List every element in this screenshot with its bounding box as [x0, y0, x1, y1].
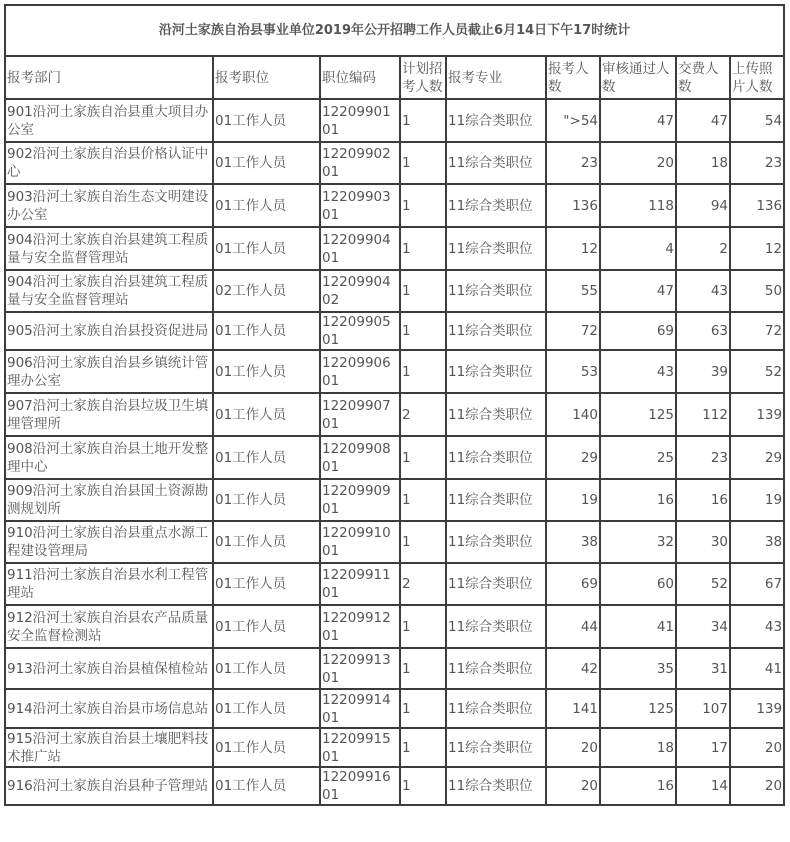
photo-count-cell: 23	[730, 142, 784, 184]
position-cell: 01工作人员	[213, 312, 320, 350]
position-cell: 01工作人员	[213, 436, 320, 479]
photo-count-cell: 72	[730, 312, 784, 350]
position-cell: 01工作人员	[213, 99, 320, 142]
photo-count-cell: 38	[730, 521, 784, 563]
table-row	[5, 350, 784, 393]
paid-count-cell: 17	[676, 728, 730, 767]
paid-count-cell: 16	[676, 479, 730, 521]
table-row	[5, 605, 784, 648]
table-row	[5, 728, 784, 767]
title-row	[5, 5, 784, 56]
applied-count-cell: ">54	[546, 99, 600, 142]
photo-count-cell: 52	[730, 350, 784, 393]
table-row	[5, 393, 784, 436]
plan-cell: 1	[400, 142, 446, 184]
applied-count-cell: 136	[546, 184, 600, 227]
approved-count-cell: 20	[600, 142, 676, 184]
col-header-paid: 交费人数	[676, 56, 730, 99]
table-row	[5, 227, 784, 270]
approved-count-cell: 25	[600, 436, 676, 479]
photo-count-cell: 19	[730, 479, 784, 521]
major-cell: 11综合类职位	[446, 728, 546, 767]
photo-count-cell: 43	[730, 605, 784, 648]
table-row	[5, 184, 784, 227]
position-cell: 01工作人员	[213, 393, 320, 436]
table-row	[5, 689, 784, 728]
position-cell: 01工作人员	[213, 648, 320, 689]
major-cell: 11综合类职位	[446, 605, 546, 648]
major-cell: 11综合类职位	[446, 521, 546, 563]
position-cell: 01工作人员	[213, 728, 320, 767]
approved-count-cell: 41	[600, 605, 676, 648]
photo-count-cell: 20	[730, 728, 784, 767]
approved-count-cell: 32	[600, 521, 676, 563]
paid-count-cell: 34	[676, 605, 730, 648]
photo-count-cell: 67	[730, 563, 784, 605]
approved-count-cell: 125	[600, 689, 676, 728]
code-cell: 1220991501	[320, 728, 400, 767]
plan-cell: 1	[400, 648, 446, 689]
plan-cell: 1	[400, 689, 446, 728]
code-cell: 1220991301	[320, 648, 400, 689]
approved-count-cell: 43	[600, 350, 676, 393]
photo-count-cell: 20	[730, 767, 784, 805]
table-row	[5, 142, 784, 184]
code-cell: 1220990401	[320, 227, 400, 270]
dept-cell: 901沿河土家族自治县重大项目办公室	[5, 99, 213, 142]
dept-cell: 915沿河土家族自治县土壤肥料技术推广站	[5, 728, 213, 767]
col-header-plan: 计划招考人数	[400, 56, 446, 99]
photo-count-cell: 12	[730, 227, 784, 270]
photo-count-cell: 50	[730, 270, 784, 312]
plan-cell: 1	[400, 436, 446, 479]
table-row	[5, 270, 784, 312]
table-row	[5, 521, 784, 563]
applied-count-cell: 29	[546, 436, 600, 479]
dept-cell: 914沿河土家族自治县市场信息站	[5, 689, 213, 728]
paid-count-cell: 14	[676, 767, 730, 805]
approved-count-cell: 4	[600, 227, 676, 270]
applied-count-cell: 72	[546, 312, 600, 350]
applied-count-cell: 12	[546, 227, 600, 270]
position-cell: 01工作人员	[213, 563, 320, 605]
major-cell: 11综合类职位	[446, 393, 546, 436]
table-row	[5, 648, 784, 689]
position-cell: 01工作人员	[213, 184, 320, 227]
dept-cell: 905沿河土家族自治县投资促进局	[5, 312, 213, 350]
table-row	[5, 479, 784, 521]
approved-count-cell: 16	[600, 479, 676, 521]
col-header-applied: 报考人数	[546, 56, 600, 99]
applied-count-cell: 69	[546, 563, 600, 605]
major-cell: 11综合类职位	[446, 689, 546, 728]
approved-count-cell: 118	[600, 184, 676, 227]
plan-cell: 1	[400, 99, 446, 142]
approved-count-cell: 35	[600, 648, 676, 689]
photo-count-cell: 139	[730, 393, 784, 436]
plan-cell: 1	[400, 270, 446, 312]
paid-count-cell: 94	[676, 184, 730, 227]
applied-count-cell: 23	[546, 142, 600, 184]
code-cell: 1220990901	[320, 479, 400, 521]
approved-count-cell: 47	[600, 99, 676, 142]
dept-cell: 906沿河土家族自治县乡镇统计管理办公室	[5, 350, 213, 393]
major-cell: 11综合类职位	[446, 479, 546, 521]
major-cell: 11综合类职位	[446, 312, 546, 350]
plan-cell: 1	[400, 479, 446, 521]
paid-count-cell: 52	[676, 563, 730, 605]
position-cell: 01工作人员	[213, 605, 320, 648]
photo-count-cell: 29	[730, 436, 784, 479]
major-cell: 11综合类职位	[446, 436, 546, 479]
paid-count-cell: 2	[676, 227, 730, 270]
position-cell: 01工作人员	[213, 689, 320, 728]
dept-cell: 912沿河土家族自治县农产品质量安全监督检测站	[5, 605, 213, 648]
col-header-major: 报考专业	[446, 56, 546, 99]
approved-count-cell: 16	[600, 767, 676, 805]
dept-cell: 903沿河土家族自治生态文明建设办公室	[5, 184, 213, 227]
code-cell: 1220990101	[320, 99, 400, 142]
position-cell: 01工作人员	[213, 521, 320, 563]
col-header-approved: 审核通过人数	[600, 56, 676, 99]
code-cell: 1220991601	[320, 767, 400, 805]
code-cell: 1220990701	[320, 393, 400, 436]
approved-count-cell: 125	[600, 393, 676, 436]
dept-cell: 909沿河土家族自治县国土资源勘测规划所	[5, 479, 213, 521]
photo-count-cell: 139	[730, 689, 784, 728]
position-cell: 01工作人员	[213, 767, 320, 805]
table-title: 沿河土家族自治县事业单位2019年公开招聘工作人员截止6月14日下午17时统计	[5, 5, 784, 56]
major-cell: 11综合类职位	[446, 350, 546, 393]
recruitment-statistics-table	[4, 4, 785, 806]
applied-count-cell: 38	[546, 521, 600, 563]
plan-cell: 2	[400, 563, 446, 605]
paid-count-cell: 107	[676, 689, 730, 728]
applied-count-cell: 141	[546, 689, 600, 728]
code-cell: 1220991101	[320, 563, 400, 605]
major-cell: 11综合类职位	[446, 227, 546, 270]
major-cell: 11综合类职位	[446, 184, 546, 227]
approved-count-cell: 18	[600, 728, 676, 767]
position-cell: 01工作人员	[213, 479, 320, 521]
dept-cell: 911沿河土家族自治县水利工程管理站	[5, 563, 213, 605]
major-cell: 11综合类职位	[446, 142, 546, 184]
code-cell: 1220990601	[320, 350, 400, 393]
paid-count-cell: 18	[676, 142, 730, 184]
code-cell: 1220990501	[320, 312, 400, 350]
paid-count-cell: 43	[676, 270, 730, 312]
plan-cell: 1	[400, 184, 446, 227]
col-header-dept: 报考部门	[5, 56, 213, 99]
dept-cell: 904沿河土家族自治县建筑工程质量与安全监督管理站	[5, 270, 213, 312]
plan-cell: 1	[400, 728, 446, 767]
table-row	[5, 312, 784, 350]
code-cell: 1220990801	[320, 436, 400, 479]
applied-count-cell: 42	[546, 648, 600, 689]
paid-count-cell: 112	[676, 393, 730, 436]
dept-cell: 910沿河土家族自治县重点水源工程建设管理局	[5, 521, 213, 563]
approved-count-cell: 69	[600, 312, 676, 350]
position-cell: 02工作人员	[213, 270, 320, 312]
plan-cell: 1	[400, 521, 446, 563]
paid-count-cell: 30	[676, 521, 730, 563]
paid-count-cell: 31	[676, 648, 730, 689]
approved-count-cell: 60	[600, 563, 676, 605]
dept-cell: 902沿河土家族自治县价格认证中心	[5, 142, 213, 184]
applied-count-cell: 55	[546, 270, 600, 312]
applied-count-cell: 19	[546, 479, 600, 521]
dept-cell: 904沿河土家族自治县建筑工程质量与安全监督管理站	[5, 227, 213, 270]
applied-count-cell: 44	[546, 605, 600, 648]
applied-count-cell: 20	[546, 767, 600, 805]
photo-count-cell: 54	[730, 99, 784, 142]
approved-count-cell: 47	[600, 270, 676, 312]
plan-cell: 1	[400, 312, 446, 350]
dept-cell: 913沿河土家族自治县植保植检站	[5, 648, 213, 689]
plan-cell: 1	[400, 767, 446, 805]
header-row	[5, 56, 784, 99]
photo-count-cell: 41	[730, 648, 784, 689]
table-row	[5, 563, 784, 605]
applied-count-cell: 20	[546, 728, 600, 767]
table-row	[5, 99, 784, 142]
code-cell: 1220990201	[320, 142, 400, 184]
applied-count-cell: 53	[546, 350, 600, 393]
plan-cell: 1	[400, 227, 446, 270]
code-cell: 1220990301	[320, 184, 400, 227]
dept-cell: 907沿河土家族自治县垃圾卫生填埋管理所	[5, 393, 213, 436]
code-cell: 1220991001	[320, 521, 400, 563]
major-cell: 11综合类职位	[446, 563, 546, 605]
code-cell: 1220991401	[320, 689, 400, 728]
applied-count-cell: 140	[546, 393, 600, 436]
code-cell: 1220990402	[320, 270, 400, 312]
major-cell: 11综合类职位	[446, 99, 546, 142]
paid-count-cell: 23	[676, 436, 730, 479]
col-header-photo: 上传照片人数	[730, 56, 784, 99]
col-header-code: 职位编码	[320, 56, 400, 99]
major-cell: 11综合类职位	[446, 270, 546, 312]
dept-cell: 916沿河土家族自治县种子管理站	[5, 767, 213, 805]
position-cell: 01工作人员	[213, 227, 320, 270]
paid-count-cell: 63	[676, 312, 730, 350]
position-cell: 01工作人员	[213, 350, 320, 393]
col-header-position: 报考职位	[213, 56, 320, 99]
dept-cell: 908沿河土家族自治县土地开发整理中心	[5, 436, 213, 479]
plan-cell: 2	[400, 393, 446, 436]
paid-count-cell: 39	[676, 350, 730, 393]
plan-cell: 1	[400, 350, 446, 393]
plan-cell: 1	[400, 605, 446, 648]
paid-count-cell: 47	[676, 99, 730, 142]
code-cell: 1220991201	[320, 605, 400, 648]
table-row	[5, 767, 784, 805]
photo-count-cell: 136	[730, 184, 784, 227]
position-cell: 01工作人员	[213, 142, 320, 184]
major-cell: 11综合类职位	[446, 767, 546, 805]
table-row	[5, 436, 784, 479]
major-cell: 11综合类职位	[446, 648, 546, 689]
